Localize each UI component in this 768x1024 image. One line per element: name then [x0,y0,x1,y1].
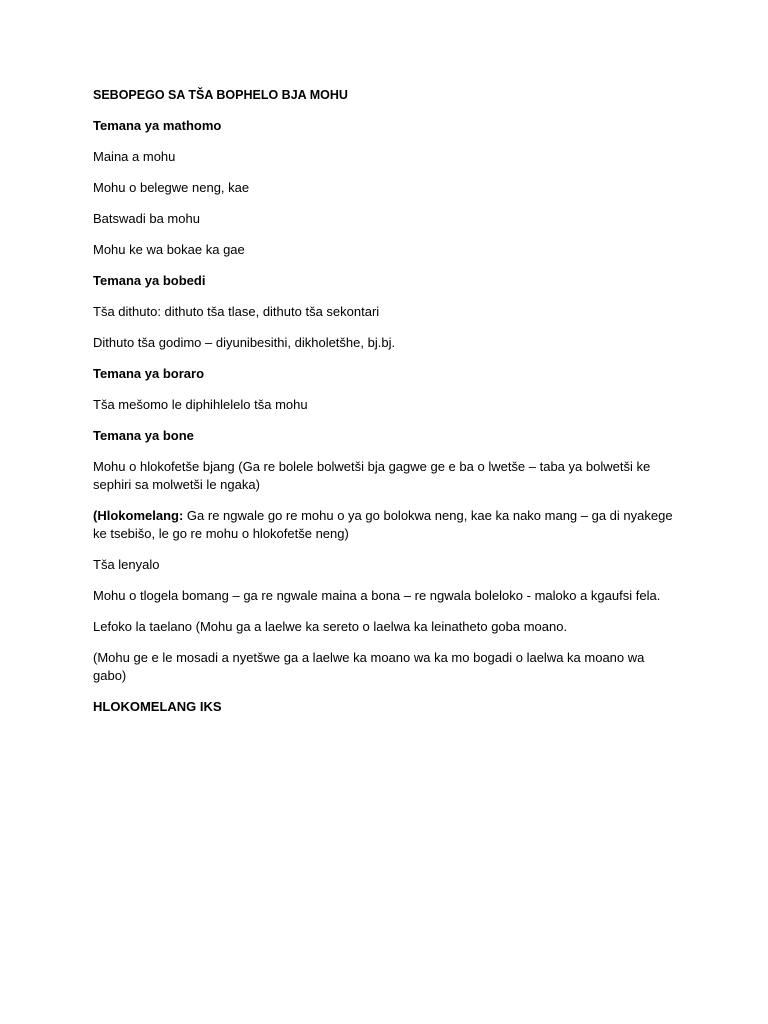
text-paragraph: (Mohu ge e le mosadi a nyetšwe ga a laelwe ka moano wa ka mo bogadi o laelwa ka moano wa gabo) [93,650,645,683]
text-line: Tša lenyalo [93,557,160,572]
text-line: Mohu o belegwe neng, kae [93,180,250,195]
text-paragraph: Mohu o hlokofetše bjang (Ga re bolele bolwetši bja gagwe ge e ba o lwetše – taba ya bolwetši ke sephiri sa molwetši le ngaka) [93,459,651,492]
text-paragraph: Lefoko la taelano (Mohu ga a laelwe ka sereto o laelwa ka leinatheto goba moano. [93,619,568,634]
text-line: Batswadi ba mohu [93,211,200,226]
section-heading-4: Temana ya bone [93,428,194,443]
section-heading-2: Temana ya bobedi [93,273,206,288]
text-paragraph: Mohu o tlogela bomang – ga re ngwale maina a bona – re ngwala boleloko - maloko a kgaufsi fela. [93,588,661,603]
text-line: Mohu ke wa bokae ka gae [93,242,245,257]
text-line: Maina a mohu [93,149,176,164]
text-line: Tša mešomo le diphihlelelo tša mohu [93,397,308,412]
document-page [93,86,678,729]
section-heading-1: Temana ya mathomo [93,118,222,133]
text-line: Dithuto tša godimo – diyunibesithi, dikholetšhe, bj.bj. [93,335,396,350]
text-line: Tša dithuto: dithuto tša tlase, dithuto tša sekontari [93,304,380,319]
note-text: Ga re ngwale go re mohu o ya go bolokwa neng, kae ka nako mang – ga di nyakege ke tsebišo, le go re mohu o hlokofetše neng) [93,508,673,541]
section-heading-3: Temana ya boraro [93,366,205,381]
footer-heading: HLOKOMELANG IKS [93,699,222,714]
note-paragraph [93,507,678,543]
note-label: (Hlokomelang: [93,508,184,523]
document-title: SEBOPEGO SA TŠA BOPHELO BJA MOHU [93,88,348,102]
